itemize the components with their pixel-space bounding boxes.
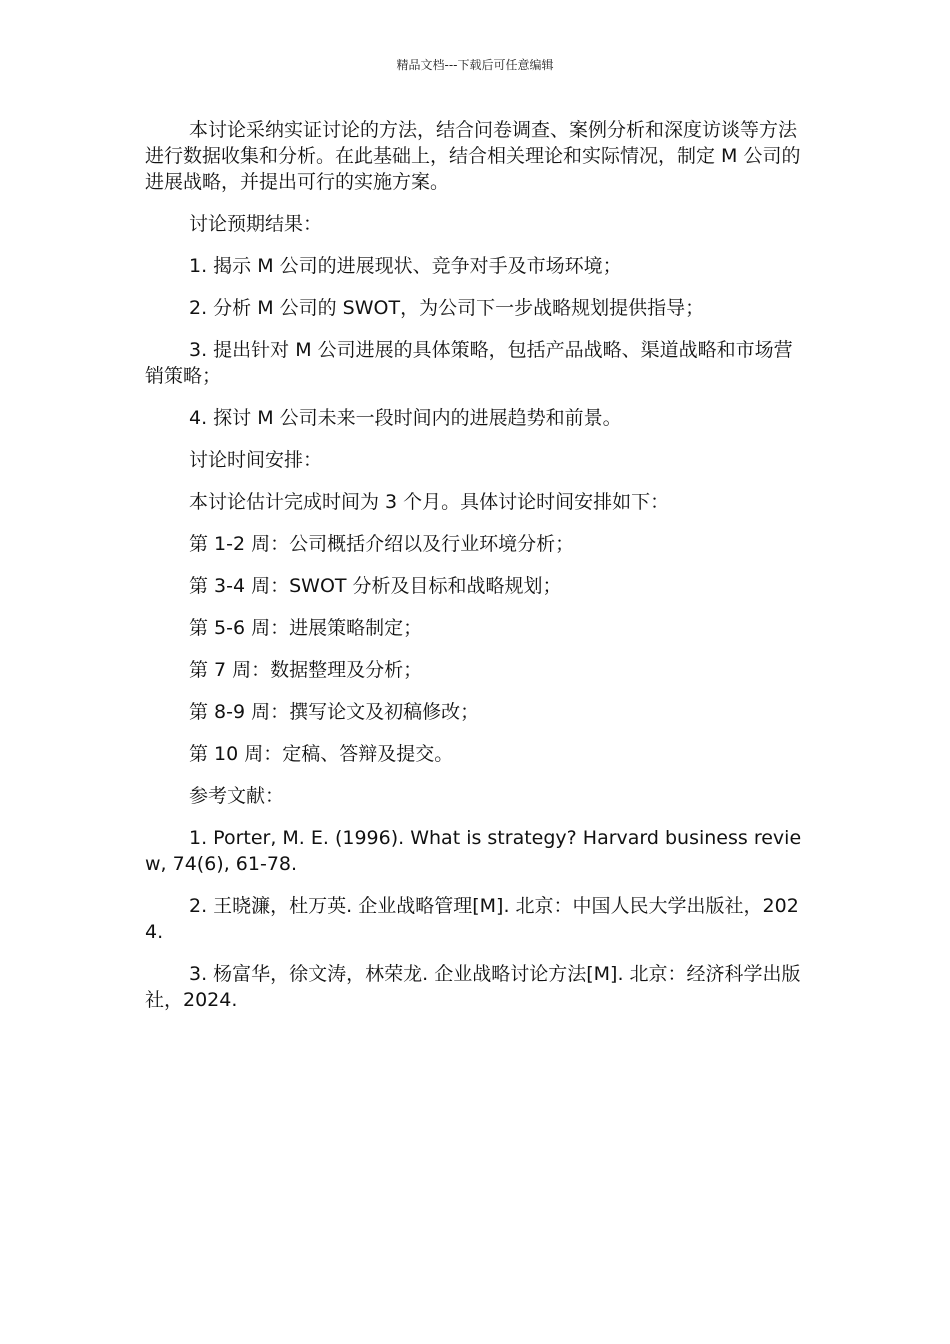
heading-references: 参考文献： [189, 785, 285, 807]
list-item: 4. 探讨 M 公司未来一段时间内的进展趋势和前景。 [189, 407, 622, 429]
list-item: 2. 分析 M 公司的 SWOT，为公司下一步战略规划提供指导； [189, 297, 705, 319]
page-header: 精品文档---下载后可任意编辑 [396, 58, 554, 72]
list-item: 3. 提出针对 M 公司进展的具体策略，包括产品战略、渠道战略和市场营销策略； [145, 339, 793, 387]
schedule-item: 第 10 周：定稿、答辩及提交。 [189, 743, 454, 765]
reference-item: 3. 杨富华，徐文涛，林荣龙. 企业战略讨论方法[M]. 北京：经济科学出版社，2024. [145, 963, 801, 1011]
paragraph-method: 本讨论采纳实证讨论的方法，结合问卷调查、案例分析和深度访谈等方法进行数据收集和分析。在此基础上，结合相关理论和实际情况，制定 M 公司的进展战略，并提出可行的实施方案。 [145, 119, 801, 193]
heading-schedule: 讨论时间安排： [189, 449, 323, 471]
reference-item: 1. Porter, M. E. (1996). What is strategy? Harvard business review, 74(6), 61-78. [145, 827, 802, 875]
schedule-item: 第 7 周：数据整理及分析； [189, 659, 423, 681]
heading-expected-results: 讨论预期结果： [189, 213, 323, 235]
schedule-item: 第 3-4 周：SWOT 分析及目标和战略规划； [189, 575, 562, 597]
schedule-item: 第 1-2 周：公司概括介绍以及行业环境分析； [189, 533, 575, 555]
schedule-item: 第 5-6 周：进展策略制定； [189, 617, 423, 639]
paragraph-schedule-intro: 本讨论估计完成时间为 3 个月。具体讨论时间安排如下： [189, 491, 670, 513]
list-item: 1. 揭示 M 公司的进展现状、竞争对手及市场环境； [189, 255, 622, 277]
document-body [145, 117, 805, 1029]
reference-item: 2. 王晓濂，杜万英. 企业战略管理[M]. 北京：中国人民大学出版社，2024. [145, 895, 799, 943]
schedule-item: 第 8-9 周：撰写论文及初稿修改； [189, 701, 480, 723]
